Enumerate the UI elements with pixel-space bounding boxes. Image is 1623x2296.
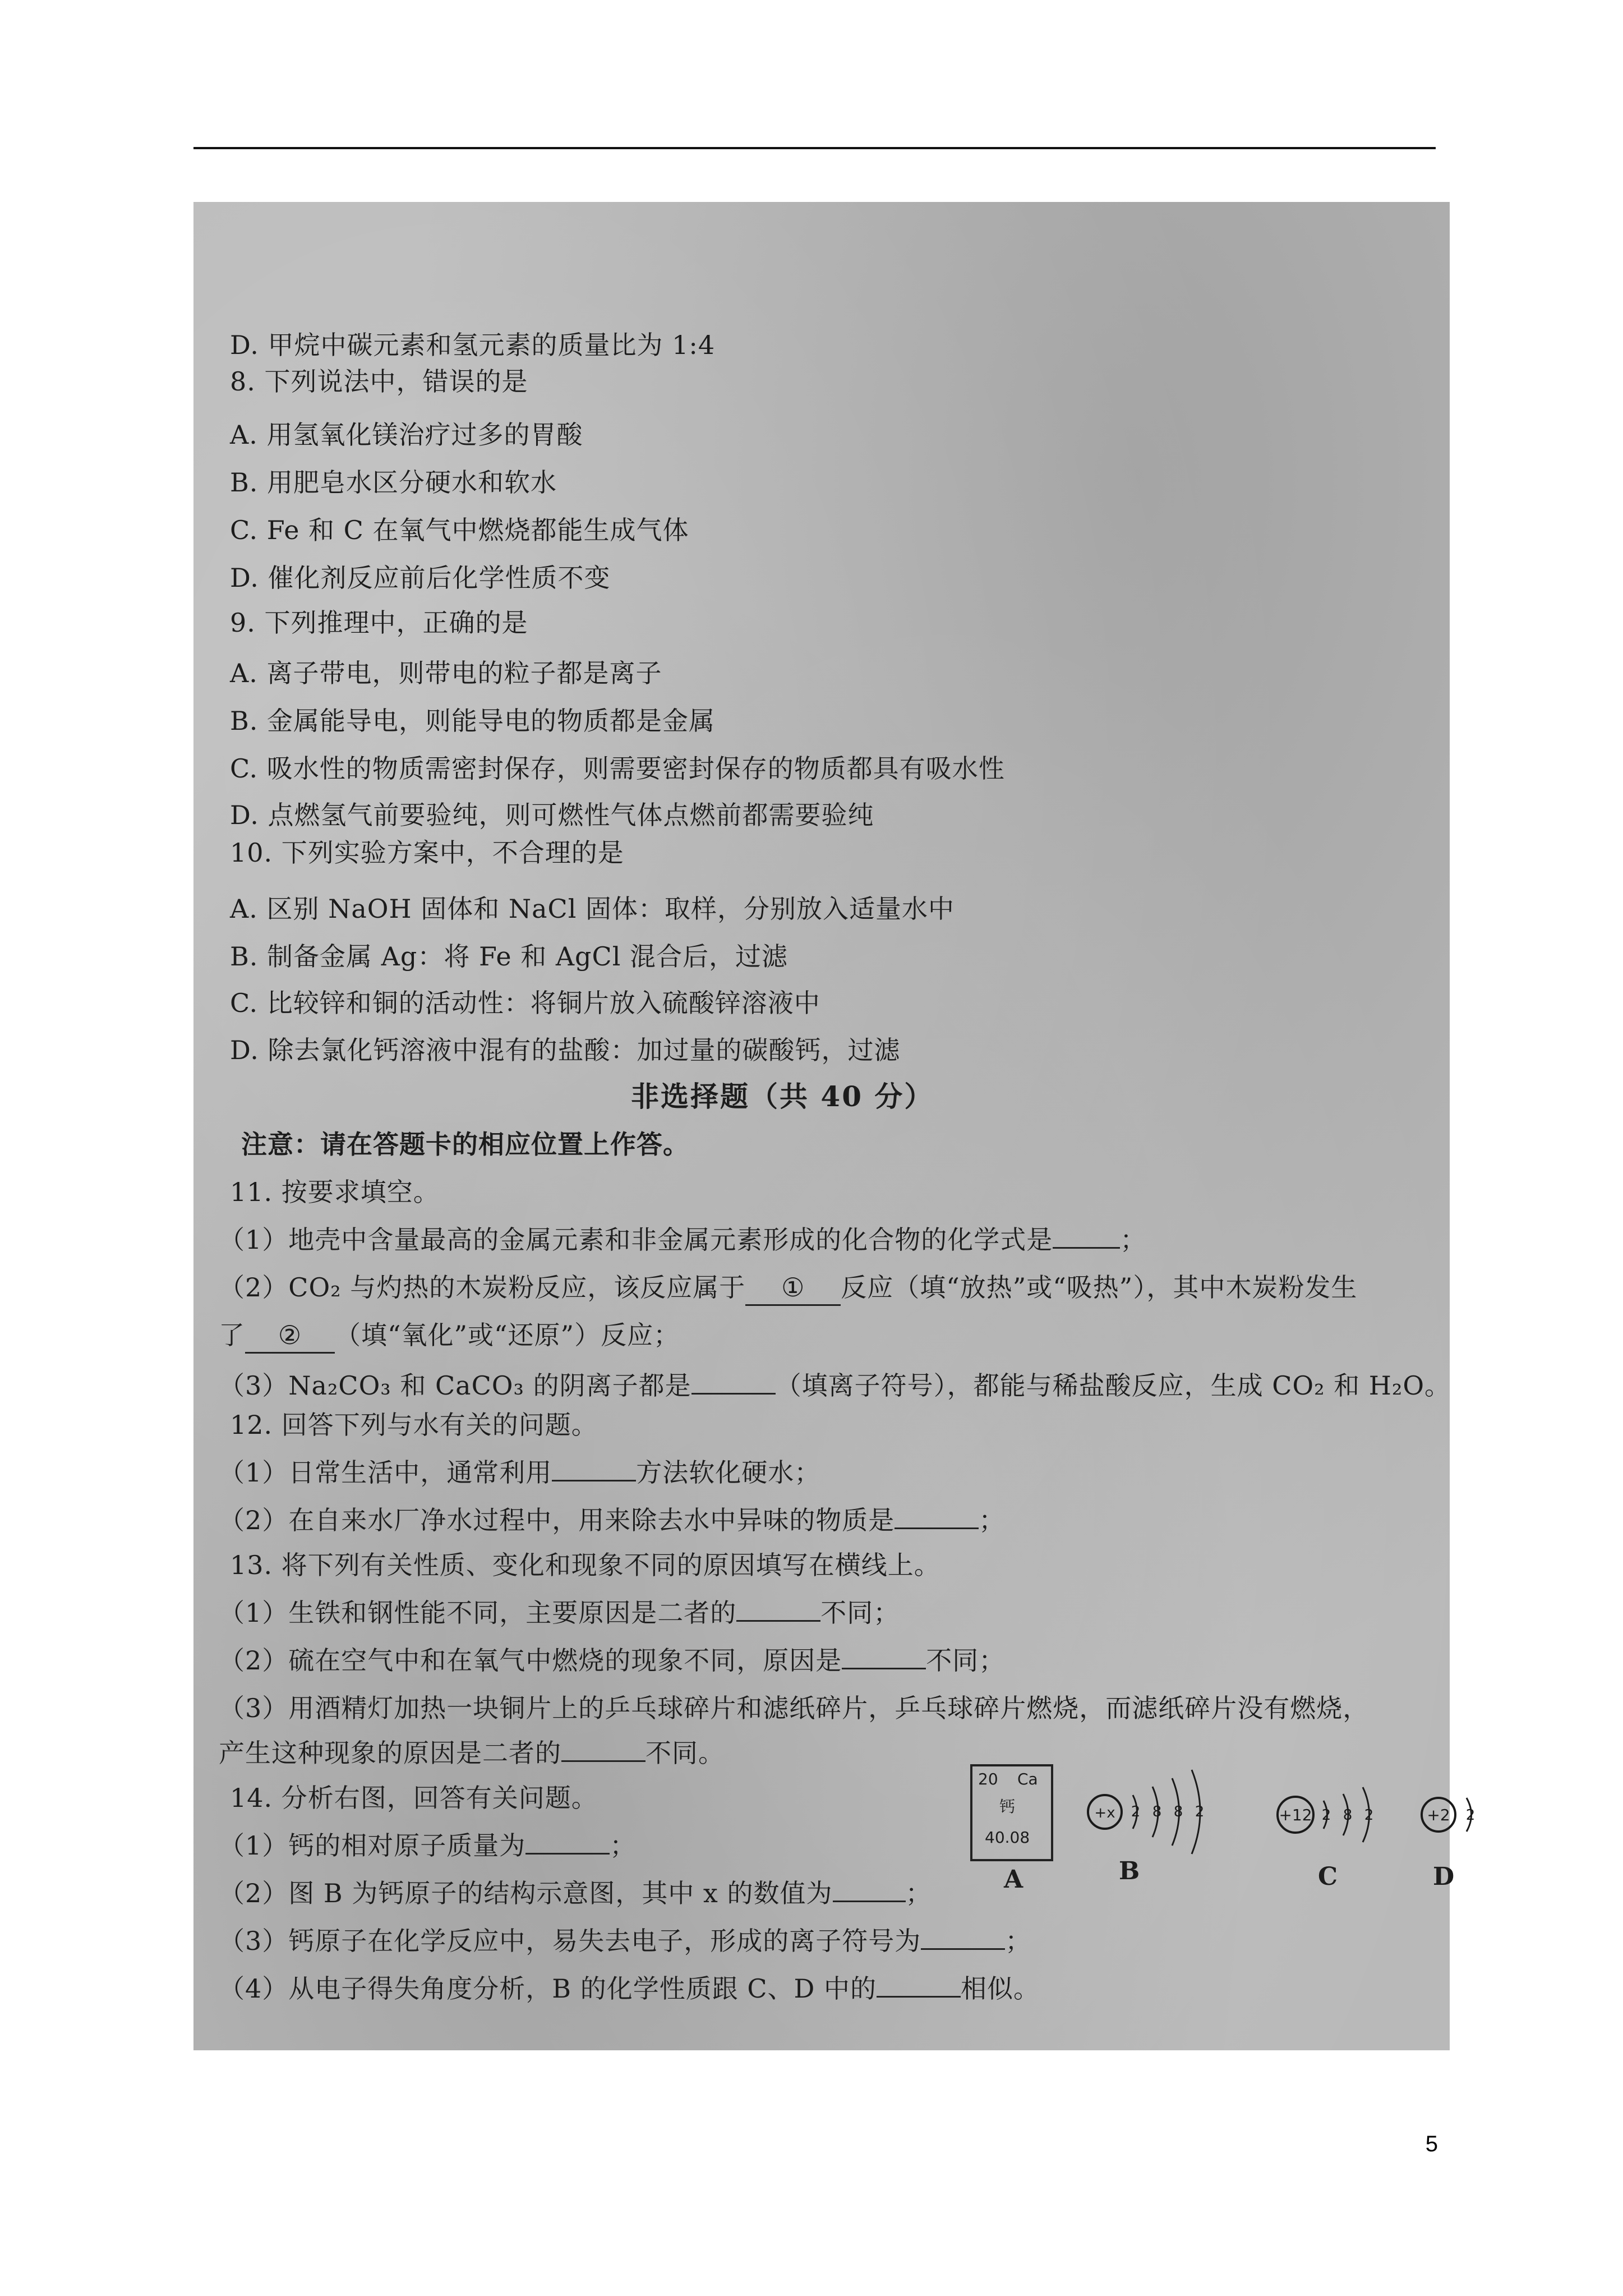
q8-option-b: B. 用肥皂水区分硬水和软水	[230, 467, 557, 498]
q13-part1-text: （1）生铁和钢性能不同，主要原因是二者的	[219, 1598, 737, 1628]
q14-part2-text: （2）图 B 为钙原子的结构示意图，其中 x 的数值为	[219, 1878, 833, 1908]
answer-blank[interactable]	[833, 1901, 906, 1902]
answer-blank[interactable]	[736, 1620, 820, 1622]
q14-part4-text: （4）从电子得失角度分析，B 的化学性质跟 C、D 中的	[219, 1973, 877, 2004]
q10-option-c: C. 比较锌和铜的活动性：将铜片放入硫酸锌溶液中	[230, 988, 820, 1018]
q11-part3-end: （填离子符号），都能与稀盐酸反应，生成 CO₂ 和 H₂O。	[775, 1370, 1451, 1401]
answer-blank[interactable]	[895, 1527, 979, 1529]
figure-label-d: D	[1433, 1862, 1455, 1891]
q11-part3-text: （3）Na₂CO₃ 和 CaCO₃ 的阴离子都是	[219, 1370, 691, 1401]
q13-part1	[219, 1596, 900, 1630]
atom-diagram-c	[1270, 1773, 1388, 1857]
element-name: 钙	[999, 1797, 1016, 1816]
q13-part3-cont	[219, 1736, 725, 1770]
q10-option-d: D. 除去氯化钙溶液中混有的盐酸：加过量的碳酸钙，过滤	[230, 1035, 901, 1065]
atomic-number: 20	[978, 1770, 998, 1788]
answer-blank-2[interactable]: ②	[245, 1318, 335, 1354]
q11-part1-text: （1）地壳中含量最高的金属元素和非金属元素形成的化合物的化学式是	[219, 1225, 1053, 1255]
q11-title: 11. 按要求填空。	[230, 1177, 440, 1207]
q11-part2	[219, 1271, 1357, 1306]
answer-blank-1[interactable]: ①	[745, 1271, 841, 1306]
q13-part1-end: 不同；	[820, 1598, 900, 1628]
answer-note: 注意：请在答题卡的相应位置上作答。	[241, 1129, 689, 1159]
q14-part3-end: ；	[1005, 1926, 1032, 1956]
atom-diagram-d	[1413, 1775, 1486, 1854]
q11-part2-text-d: （填“氧化”或“还原”）反应；	[335, 1320, 680, 1350]
q13-part3: （3）用酒精灯加热一块铜片上的乒乓球碎片和滤纸碎片，乒乓球碎片燃烧，而滤纸碎片没有燃烧，	[219, 1693, 1370, 1723]
figure-label-c: C	[1318, 1862, 1338, 1891]
shell-electrons: 2	[1364, 1807, 1374, 1824]
shell-electrons: 2	[1195, 1803, 1205, 1820]
q10-option-a: A. 区别 NaOH 固体和 NaCl 固体：取样，分别放入适量水中	[230, 894, 955, 924]
answer-blank[interactable]	[921, 1948, 1005, 1950]
q9-option-d: D. 点燃氢气前要验纯，则可燃性气体点燃前都需要验纯	[230, 800, 874, 830]
q13-part3-end: 不同。	[645, 1738, 725, 1768]
element-cell-calcium	[970, 1764, 1053, 1861]
q14-part2	[219, 1876, 932, 1910]
figure-label-b: B	[1119, 1857, 1140, 1885]
q12-title: 12. 回答下列与水有关的问题。	[230, 1410, 598, 1440]
q13-title: 13. 将下列有关性质、变化和现象不同的原因填写在横线上。	[230, 1550, 940, 1580]
answer-blank[interactable]	[1053, 1247, 1120, 1249]
q11-part2-cont	[219, 1318, 680, 1354]
answer-blank[interactable]	[552, 1480, 636, 1481]
answer-blank[interactable]	[525, 1853, 610, 1855]
shell-electrons: 8	[1152, 1803, 1162, 1820]
nucleus-charge: +x	[1094, 1805, 1115, 1821]
q12-part2-end: ；	[979, 1505, 1006, 1535]
shell-electrons: 8	[1343, 1807, 1353, 1824]
section-title: 非选择题（共 40 分）	[631, 1080, 934, 1113]
answer-blank[interactable]	[877, 1996, 961, 1998]
q8-stem: 8. 下列说法中，错误的是	[230, 366, 528, 397]
answer-blank[interactable]	[561, 1760, 645, 1762]
shell-electrons: 2	[1465, 1807, 1476, 1824]
q11-part2-text-c: 了	[219, 1320, 245, 1350]
q12-part2	[219, 1503, 1005, 1537]
answer-blank[interactable]	[691, 1393, 776, 1395]
q11-part3	[219, 1369, 1451, 1402]
q8-option-c: C. Fe 和 C 在氧气中燃烧都能生成气体	[230, 515, 689, 545]
q10-stem: 10. 下列实验方案中，不合理的是	[230, 838, 624, 868]
scanned-page	[193, 202, 1476, 2050]
q13-part2-end: 不同；	[926, 1645, 1006, 1676]
q9-option-b: B. 金属能导电，则能导电的物质都是金属	[230, 706, 716, 736]
q8-option-d: D. 催化剂反应前后化学性质不变	[230, 563, 611, 593]
q13-part2-text: （2）硫在空气中和在氧气中燃烧的现象不同，原因是	[219, 1645, 842, 1676]
q12-part2-text: （2）在自来水厂净水过程中，用来除去水中异味的物质是	[219, 1505, 895, 1535]
q14-part1-text: （1）钙的相对原子质量为	[219, 1830, 526, 1861]
q11-part1-end: ；	[1120, 1225, 1147, 1255]
q14-part4-end: 相似。	[961, 1973, 1040, 2004]
q11-part2-text: （2）CO₂ 与灼热的木炭粉反应，该反应属于	[219, 1272, 746, 1303]
q9-stem: 9. 下列推理中，正确的是	[230, 608, 528, 638]
shell-electrons: 2	[1321, 1807, 1331, 1824]
atom-diagram-b	[1080, 1756, 1231, 1868]
header-rule	[193, 147, 1436, 149]
q13-part3-text: 产生这种现象的原因是二者的	[219, 1738, 561, 1768]
q14-title: 14. 分析右图，回答有关问题。	[230, 1783, 598, 1813]
q9-option-a: A. 离子带电，则带电的粒子都是离子	[230, 658, 662, 688]
shell-electrons: 2	[1131, 1803, 1141, 1820]
q9-option-c: C. 吸水性的物质需密封保存，则需要密封保存的物质都具有吸水性	[230, 753, 1005, 784]
q12-part1	[219, 1456, 820, 1489]
q14-part4	[219, 1972, 1040, 2005]
figure-label-a: A	[1004, 1865, 1023, 1894]
q10-option-b: B. 制备金属 Ag：将 Fe 和 AgCl 混合后，过滤	[230, 941, 789, 972]
q14-part2-end: ；	[905, 1878, 932, 1908]
q8-option-a: A. 用氢氧化镁治疗过多的胃酸	[230, 420, 583, 450]
answer-blank[interactable]	[842, 1668, 926, 1669]
nucleus-charge: +2	[1427, 1806, 1450, 1824]
q14-part3-text: （3）钙原子在化学反应中，易失去电子，形成的离子符号为	[219, 1926, 921, 1956]
q12-part1-text: （1）日常生活中，通常利用	[219, 1457, 552, 1488]
q11-part1	[219, 1223, 1146, 1257]
atomic-mass: 40.08	[985, 1828, 1030, 1847]
q14-part3	[219, 1924, 1031, 1958]
q13-part2	[219, 1644, 1005, 1677]
q14-part1	[219, 1829, 636, 1862]
q14-part1-end: ；	[610, 1830, 637, 1861]
shell-electrons: 8	[1173, 1803, 1183, 1820]
page-number: 5	[1425, 2132, 1438, 2156]
nucleus-charge: +12	[1279, 1806, 1312, 1824]
q12-part1-end: 方法软化硬水；	[636, 1457, 821, 1488]
element-symbol: Ca	[1017, 1770, 1038, 1788]
q11-part2-text-b: 反应（填“放热”或“吸热”），其中木炭粉发生	[841, 1272, 1358, 1303]
q7-option-d: D. 甲烷中碳元素和氢元素的质量比为 1:4	[230, 330, 716, 360]
